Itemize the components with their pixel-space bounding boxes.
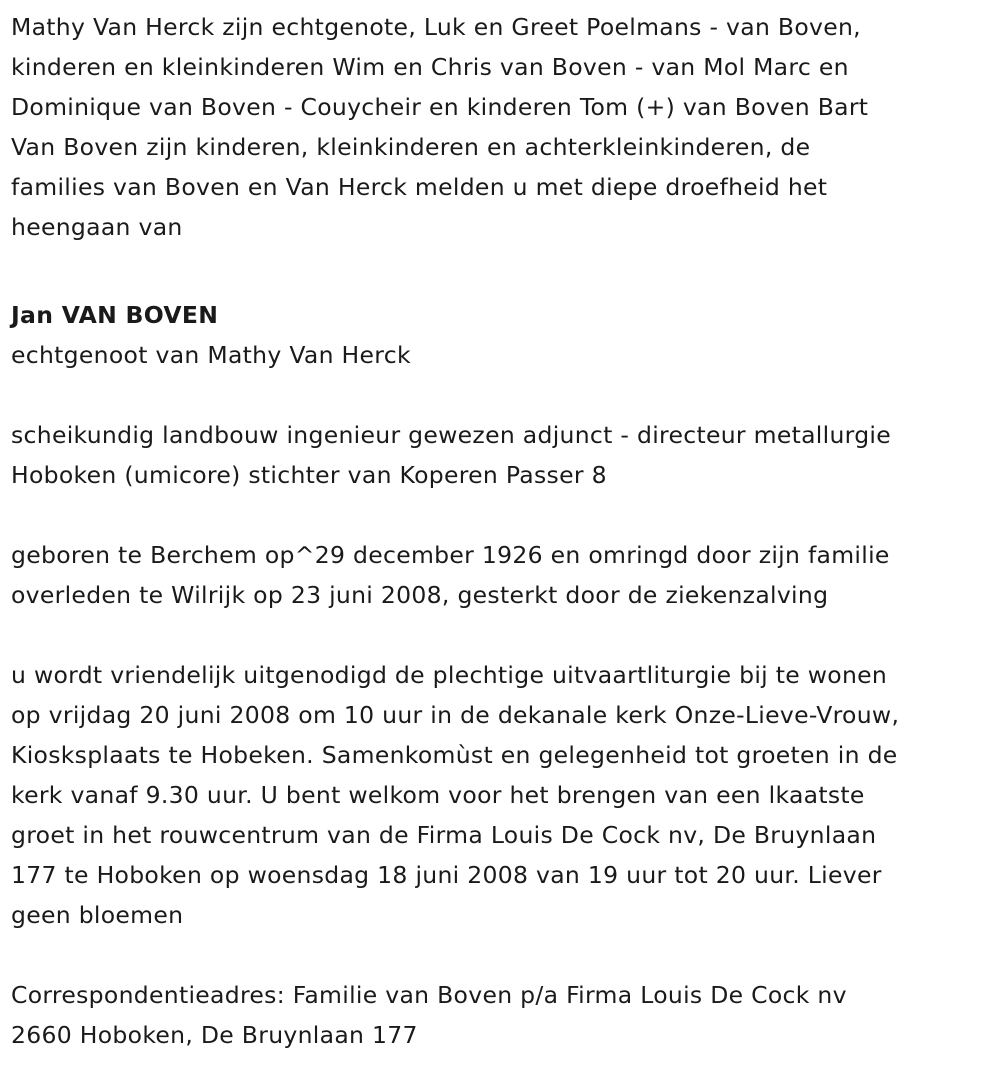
ceremony-line: kerk vanaf 9.30 uur. U bent welkom voor het brengen van een lkaatste — [11, 781, 865, 809]
spacer — [11, 615, 1000, 655]
spacer — [11, 495, 1000, 535]
intro-line: kinderen en kleinkinderen Wim en Chris van Boven - van Mol Marc en — [11, 53, 849, 81]
ceremony-line: Kiosksplaats te Hobeken. Samenkomùst en gelegenheid tot groeten in de — [11, 741, 898, 769]
spacer — [11, 247, 1000, 287]
life-line: geboren te Berchem op^29 december 1926 en omringd door zijn familie — [11, 541, 890, 569]
ceremony-paragraph — [11, 655, 1000, 935]
spouse-line: echtgenoot van Mathy Van Herck — [11, 341, 411, 369]
occupation-paragraph — [11, 415, 1000, 495]
intro-line: Dominique van Boven - Couycheir en kinderen Tom (+) van Boven Bart — [11, 93, 869, 121]
ceremony-line: geen bloemen — [11, 901, 184, 929]
occupation-line: scheikundig landbouw ingenieur gewezen adjunct - directeur metallurgie — [11, 421, 892, 449]
correspondence-paragraph — [11, 975, 1000, 1055]
correspondence-line: Correspondentieadres: Familie van Boven p/a Firma Louis De Cock nv — [11, 981, 847, 1009]
intro-paragraph — [11, 7, 1000, 247]
ceremony-line: 177 te Hoboken op woensdag 18 juni 2008 van 19 uur tot 20 uur. Liever — [11, 861, 882, 889]
spacer — [11, 375, 1000, 415]
intro-line: heengaan van — [11, 213, 183, 241]
ceremony-line: groet in het rouwcentrum van de Firma Louis De Cock nv, De Bruynlaan — [11, 821, 877, 849]
ceremony-line: op vrijdag 20 juni 2008 om 10 uur in de dekanale kerk Onze-Lieve-Vrouw, — [11, 701, 900, 729]
ceremony-line: u wordt vriendelijk uitgenodigd de plechtige uitvaartliturgie bij te wonen — [11, 661, 888, 689]
life-paragraph — [11, 535, 1000, 615]
intro-line: families van Boven en Van Herck melden u met diepe droefheid het — [11, 173, 828, 201]
spacer — [11, 935, 1000, 975]
deceased-name: Jan VAN BOVEN — [11, 301, 219, 329]
intro-line: Mathy Van Herck zijn echtgenote, Luk en Greet Poelmans - van Boven, — [11, 13, 861, 41]
correspondence-line: 2660 Hoboken, De Bruynlaan 177 — [11, 1021, 418, 1049]
occupation-line: Hoboken (umicore) stichter van Koperen Passer 8 — [11, 461, 607, 489]
intro-line: Van Boven zijn kinderen, kleinkinderen en achterkleinkinderen, de — [11, 133, 811, 161]
life-line: overleden te Wilrijk op 23 juni 2008, gesterkt door de ziekenzalving — [11, 581, 829, 609]
